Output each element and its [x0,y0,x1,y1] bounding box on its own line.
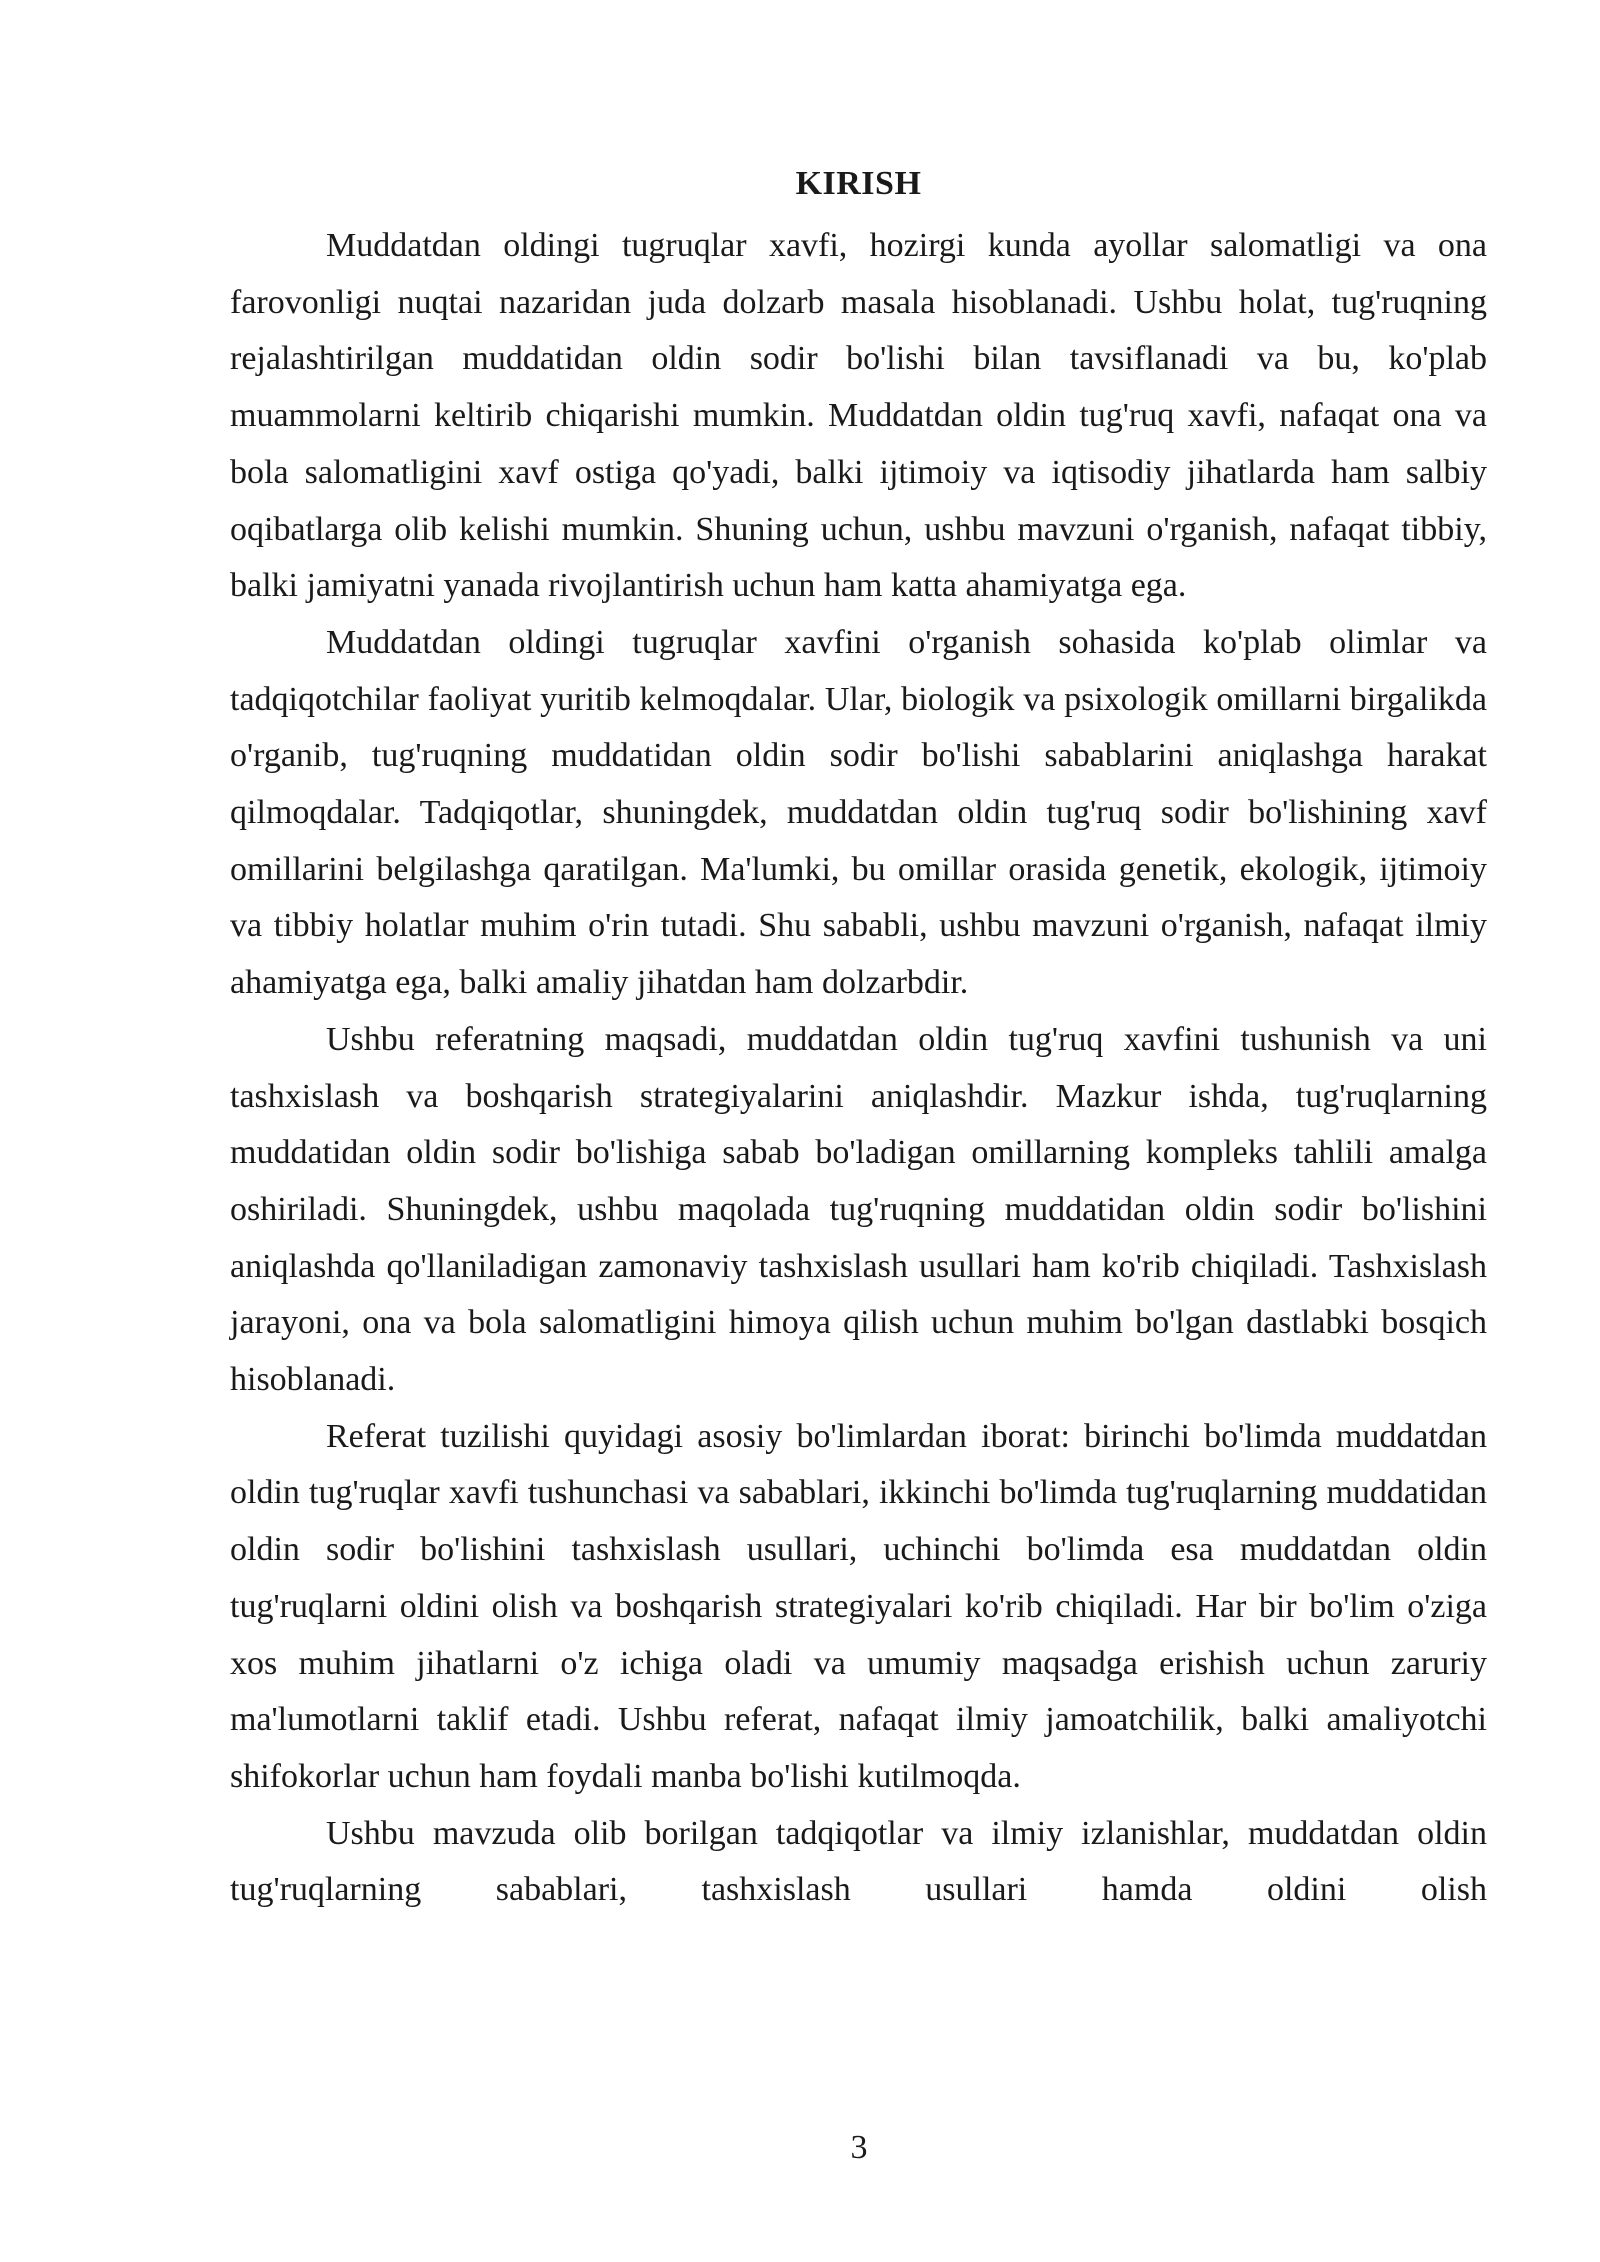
document-page [230,160,1487,1919]
paragraph-1: Muddatdan oldingi tugruqlar xavfi, hozirgi kunda ayollar salomatligi va ona farovonligi nuqtai nazaridan juda dolzarb masala hisoblanadi. Ushbu holat, tug'ruqning rejalashtirilgan muddatidan oldin sodir bo'lishi bilan tavsiflanadi va bu, ko'plab muammolarni keltirib chiqarishi mumkin. Muddatdan oldin tug'ruq xavfi, nafaqat ona va bola salomatligini xavf ostiga qo'yadi, balki ijtimoiy va iqtisodiy jihatlarda ham salbiy oqibatlarga olib kelishi mumkin. Shuning uchun, ushbu mavzuni o'rganish, nafaqat tibbiy, balki jamiyatni yanada rivojlantirish uchun ham katta ahamiyatga ega. [230,227,1487,605]
page-number: 3 [850,2129,868,2166]
paragraph-5: Ushbu mavzuda olib borilgan tadqiqotlar va ilmiy izlanishlar, muddatdan oldin tug'ruqlarning sabablari, tashxislash usullari hamda oldini olish [230,1814,1487,1909]
paragraph-2: Muddatdan oldingi tugruqlar xavfini o'rganish sohasida ko'plab olimlar va tadqiqotchilar faoliyat yuritib kelmoqdalar. Ular, biologik va psixologik omillarni birgalikda o'rganib, tug'ruqning muddatidan oldin sodir bo'lishi sabablarini aniqlashga harakat qilmoqdalar. Tadqiqotlar, shuningdek, muddatdan oldin tug'ruq sodir bo'lishining xavf omillarini belgilashga qaratilgan. Ma'lumki, bu omillar orasida genetik, ekologik, ijtimoiy va tibbiy holatlar muhim o'rin tutadi. Shu sababli, ushbu mavzuni o'rganish, nafaqat ilmiy ahamiyatga ega, balki amaliy jihatdan ham dolzarbdir. [230,623,1487,1002]
paragraph-4: Referat tuzilishi quyidagi asosiy bo'limlardan iborat: birinchi bo'limda muddatdan oldin tug'ruqlar xavfi tushunchasi va sabablari, ikkinchi bo'limda tug'ruqlarning muddatidan oldin sodir bo'lishini tashxislash usullari, uchinchi bo'limda esa muddatdan oldin tug'ruqlarni oldini olish va boshqarish strategiyalari ko'rib chiqiladi. Har bir bo'lim o'ziga xos muhim jihatlarni o'z ichiga oladi va umumiy maqsadga erishish uchun zaruriy ma'lumotlarni taklif etadi. Ushbu referat, nafaqat ilmiy jamoatchilik, balki amaliyotchi shifokorlar uchun ham foydali manba bo'lishi kutilmoqda. [230,1417,1487,1795]
paragraph-3: Ushbu referatning maqsadi, muddatdan oldin tug'ruq xavfini tushunish va uni tashxislash va boshqarish strategiyalarini aniqlashdir. Mazkur ishda, tug'ruqlarning muddatidan oldin sodir bo'lishiga sabab bo'ladigan omillarning kompleks tahlili amalga oshiriladi. Shuningdek, ushbu maqolada tug'ruqning muddatidan oldin sodir bo'lishini aniqlashda qo'llaniladigan zamonaviy tashxislash usullari ham ko'rib chiqiladi. Tashxislash jarayoni, ona va bola salomatligini himoya qilish uchun muhim bo'lgan dastlabki bosqich hisoblanadi. [230,1020,1487,1399]
page-title: KIRISH [795,165,922,202]
